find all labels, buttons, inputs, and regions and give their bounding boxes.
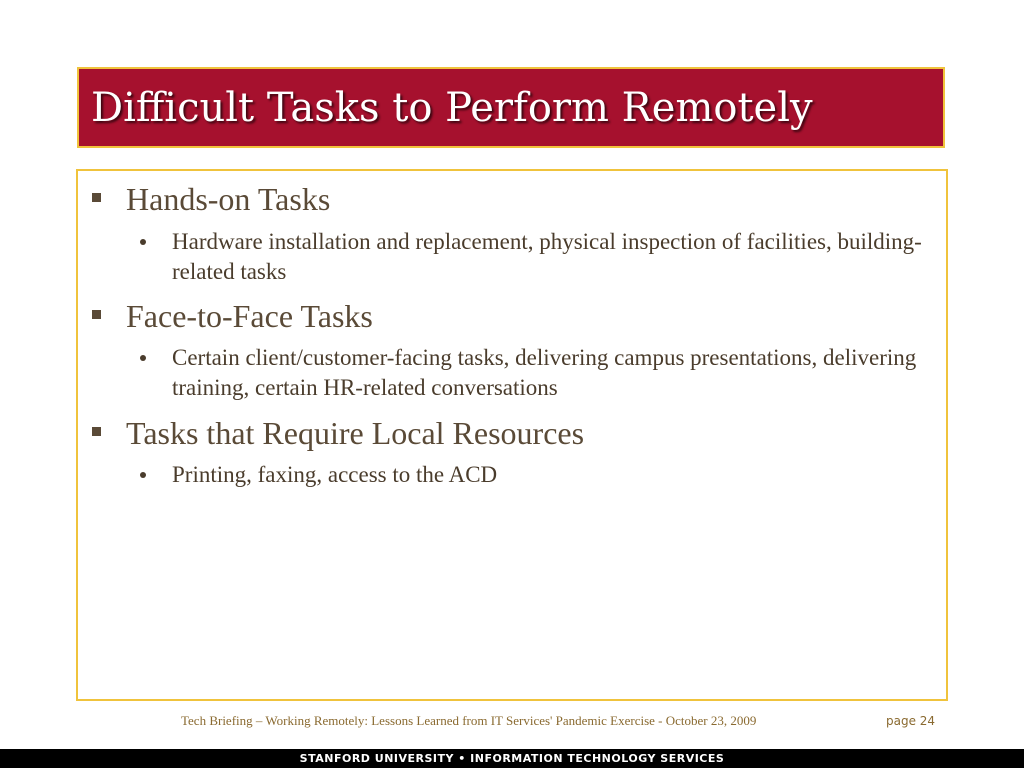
title-bar <box>77 67 945 148</box>
institution-banner: STANFORD UNIVERSITY • INFORMATION TECHNOLOGY SERVICES <box>299 752 725 765</box>
slide-title: Difficult Tasks to Perform Remotely <box>91 85 813 131</box>
bullet-label: Face-to-Face Tasks <box>126 298 373 334</box>
bullet-label: Hands-on Tasks <box>126 181 331 217</box>
sub-bullet-text: Certain client/customer-facing tasks, delivering campus presentations, delivering training, certain HR-related conversations <box>172 345 917 400</box>
sub-bullet-text: Printing, faxing, access to the ACD <box>172 462 498 487</box>
square-bullet-icon <box>92 193 101 202</box>
bottom-band <box>0 749 1024 768</box>
content-box <box>76 169 948 701</box>
dot-bullet-icon <box>140 355 146 361</box>
dot-bullet-icon <box>140 472 146 478</box>
square-bullet-icon <box>92 310 101 319</box>
sub-bullet-text: Hardware installation and replacement, physical inspection of facilities, building-related tasks <box>172 229 922 284</box>
bullet-label: Tasks that Require Local Resources <box>126 415 585 451</box>
page-number: page 24 <box>886 714 936 728</box>
footer-caption: Tech Briefing – Working Remotely: Lessons Learned from IT Services' Pandemic Exercise - October 23, 2009 <box>181 713 757 728</box>
dot-bullet-icon <box>140 239 146 245</box>
square-bullet-icon <box>92 427 101 436</box>
